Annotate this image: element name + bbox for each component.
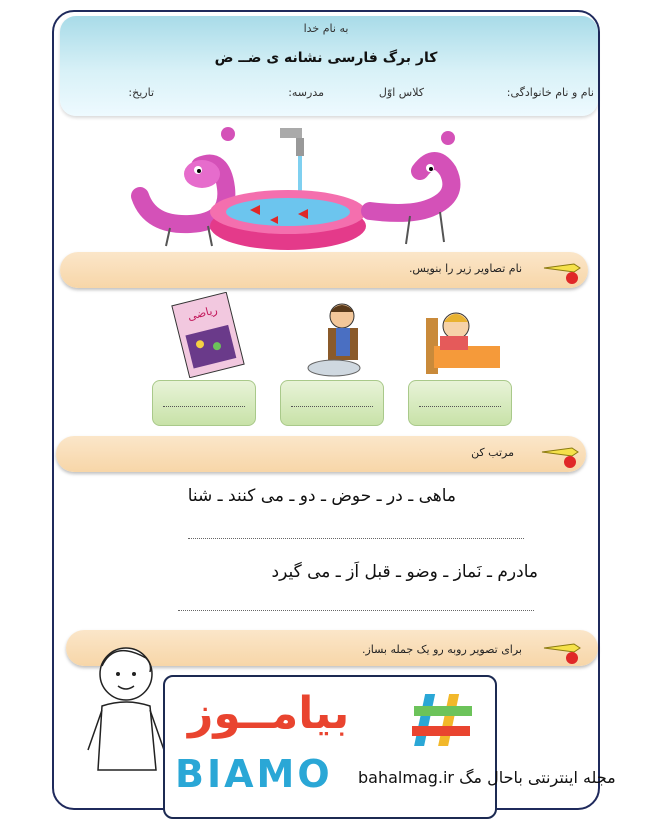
write-line-1[interactable] (188, 538, 524, 539)
write-line-2[interactable] (178, 610, 534, 611)
boy-drawing-icon (84, 640, 168, 796)
biamooz-logo-persian: بیامــوز (188, 688, 350, 739)
worksheet-title: کار برگ فارسی نشانه ی ضــ ض (214, 50, 438, 66)
section-label-arrange: مرتب کن (471, 446, 514, 459)
man-washing-at-sink-icon (300, 298, 380, 380)
class-label: کلاس اوّل (378, 86, 424, 99)
pencil-apple-icon (538, 438, 582, 470)
biamooz-logo-latin: BIAMO (175, 752, 333, 796)
book-title: ریاضی (186, 303, 219, 324)
hashtag-logo-icon (410, 690, 476, 750)
section-label-make-sentence: برای تصویر روبه رو یک جمله بساز. (361, 643, 522, 656)
sick-child-in-bed-icon (420, 300, 504, 380)
date-label: تاریخ: (128, 86, 154, 99)
scrambled-sentence-2: مادرم ـ نَماز ـ وضو ـ قبل اَز ـ می گیرد (271, 562, 538, 582)
letters-basin-illustration (130, 116, 490, 256)
answer-box-2[interactable] (280, 380, 384, 426)
pencil-apple-icon (540, 254, 584, 286)
answer-box-3[interactable] (152, 380, 256, 426)
name-label: نام و نام خانوادگی: (506, 86, 594, 99)
scrambled-sentence-1: ماهی ـ در ـ حوض ـ دو ـ می کنند ـ شنا (187, 486, 456, 506)
bahalmag-site-text: مجله اینترنتی باحال مگ bahalmag.ir (358, 768, 616, 787)
school-label: مدرسه: (288, 86, 324, 99)
section-label-name-pictures: نام تصاویر زیر را بنویس. (408, 262, 522, 275)
answer-box-1[interactable] (408, 380, 512, 426)
pencil-apple-icon (540, 634, 584, 666)
basmala-text: به نام خدا (303, 22, 349, 35)
book-cover-icon (168, 292, 248, 378)
